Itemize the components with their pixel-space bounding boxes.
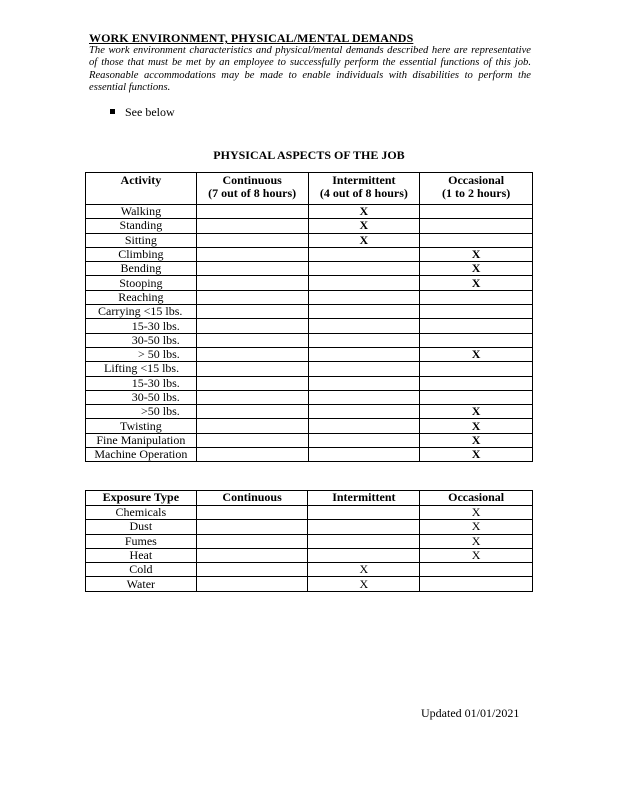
occasional-cell: X xyxy=(420,433,533,447)
continuous-cell xyxy=(196,319,308,333)
physical-row xyxy=(86,276,533,290)
activity-cell: >50 lbs. xyxy=(86,405,197,419)
exposure-row xyxy=(86,548,533,562)
activity-cell: Sitting xyxy=(86,233,197,247)
activity-cell: Stooping xyxy=(86,276,197,290)
bullet-item xyxy=(110,105,175,120)
physical-row xyxy=(86,347,533,361)
updated-date: Updated 01/01/2021 xyxy=(421,706,520,720)
occasional-cell xyxy=(420,362,533,376)
continuous-cell xyxy=(196,376,308,390)
continuous-cell xyxy=(196,390,308,404)
intermittent-cell xyxy=(308,262,420,276)
physical-row xyxy=(86,390,533,404)
intermittent-cell xyxy=(308,333,420,347)
intermittent-cell: X xyxy=(308,563,420,577)
continuous-cell xyxy=(196,362,308,376)
continuous-cell xyxy=(196,290,308,304)
header-exposure-type: Exposure Type xyxy=(86,491,197,506)
continuous-cell xyxy=(196,405,308,419)
continuous-cell xyxy=(196,534,308,548)
bullet-square-icon xyxy=(110,109,115,114)
occasional-cell xyxy=(420,577,533,591)
activity-cell: Walking xyxy=(86,205,197,219)
physical-row xyxy=(86,448,533,462)
exposure-type-cell: Dust xyxy=(86,520,197,534)
physical-row xyxy=(86,247,533,261)
activity-cell: 30-50 lbs. xyxy=(86,333,197,347)
occasional-cell: X xyxy=(420,276,533,290)
intermittent-cell xyxy=(308,290,420,304)
continuous-cell xyxy=(196,219,308,233)
physical-row xyxy=(86,205,533,219)
continuous-cell xyxy=(196,520,308,534)
activity-cell: 15-30 lbs. xyxy=(86,376,197,390)
activity-cell: 30-50 lbs. xyxy=(86,390,197,404)
continuous-cell xyxy=(196,262,308,276)
intermittent-cell xyxy=(308,247,420,261)
occasional-cell: X xyxy=(420,347,533,361)
continuous-cell xyxy=(196,233,308,247)
continuous-cell xyxy=(196,276,308,290)
activity-cell: Carrying <15 lbs. xyxy=(86,305,197,319)
intermittent-cell xyxy=(308,347,420,361)
occasional-cell: X xyxy=(420,247,533,261)
exposure-type-cell: Chemicals xyxy=(86,506,197,520)
physical-row xyxy=(86,319,533,333)
section-heading: WORK ENVIRONMENT, PHYSICAL/MENTAL DEMANDS xyxy=(89,31,414,45)
physical-row xyxy=(86,305,533,319)
activity-cell: Bending xyxy=(86,262,197,276)
occasional-cell xyxy=(420,390,533,404)
continuous-cell xyxy=(196,506,308,520)
header-continuous: Continuous (7 out of 8 hours) xyxy=(196,173,308,205)
physical-row xyxy=(86,333,533,347)
intermittent-cell xyxy=(308,433,420,447)
continuous-cell xyxy=(196,577,308,591)
physical-row xyxy=(86,233,533,247)
intermittent-cell: X xyxy=(308,219,420,233)
continuous-cell xyxy=(196,305,308,319)
occasional-cell: X xyxy=(420,448,533,462)
activity-cell: > 50 lbs. xyxy=(86,347,197,361)
intermittent-cell xyxy=(308,534,420,548)
continuous-cell xyxy=(196,563,308,577)
occasional-cell: X xyxy=(420,405,533,419)
physical-row xyxy=(86,419,533,433)
occasional-cell xyxy=(420,205,533,219)
intermittent-cell: X xyxy=(308,205,420,219)
occasional-cell: X xyxy=(420,262,533,276)
occasional-cell xyxy=(420,319,533,333)
occasional-cell xyxy=(420,290,533,304)
exposure-row xyxy=(86,577,533,591)
occasional-cell: X xyxy=(420,548,533,562)
header-activity: Activity xyxy=(86,173,197,205)
header-intermittent: Intermittent (4 out of 8 hours) xyxy=(308,173,420,205)
intermittent-cell xyxy=(308,390,420,404)
header-intermittent: Intermittent xyxy=(308,491,420,506)
occasional-cell: X xyxy=(420,419,533,433)
exposure-type-cell: Water xyxy=(86,577,197,591)
header-occasional: Occasional xyxy=(420,491,533,506)
intermittent-cell: X xyxy=(308,233,420,247)
intermittent-cell xyxy=(308,520,420,534)
activity-cell: Fine Manipulation xyxy=(86,433,197,447)
intermittent-cell xyxy=(308,419,420,433)
activity-cell: Reaching xyxy=(86,290,197,304)
occasional-cell: X xyxy=(420,520,533,534)
continuous-cell xyxy=(196,448,308,462)
continuous-cell xyxy=(196,347,308,361)
physical-row xyxy=(86,376,533,390)
exposure-row xyxy=(86,534,533,548)
exposure-row xyxy=(86,563,533,577)
occasional-cell: X xyxy=(420,534,533,548)
intermittent-cell: X xyxy=(308,577,420,591)
intermittent-cell xyxy=(308,376,420,390)
intermittent-cell xyxy=(308,405,420,419)
activity-cell: Twisting xyxy=(86,419,197,433)
intermittent-cell xyxy=(308,362,420,376)
physical-aspects-table xyxy=(85,172,533,462)
intermittent-cell xyxy=(308,276,420,290)
occasional-cell xyxy=(420,219,533,233)
physical-row xyxy=(86,433,533,447)
physical-table-title: PHYSICAL ASPECTS OF THE JOB xyxy=(213,148,405,162)
intro-paragraph: The work environment characteristics and physical/mental demands described here are representative of those that must be met by an employee to successfully perform the essential functions of this job. Reasonable accommodations may be made to enable individuals with disabilities to perform the essential functions. xyxy=(89,45,531,94)
activity-cell: 15-30 lbs. xyxy=(86,319,197,333)
exposure-row xyxy=(86,520,533,534)
continuous-cell xyxy=(196,247,308,261)
physical-row xyxy=(86,362,533,376)
physical-row xyxy=(86,262,533,276)
activity-cell: Standing xyxy=(86,219,197,233)
activity-cell: Lifting <15 lbs. xyxy=(86,362,197,376)
continuous-cell xyxy=(196,333,308,347)
continuous-cell xyxy=(196,548,308,562)
header-continuous: Continuous xyxy=(196,491,308,506)
occasional-cell: X xyxy=(420,506,533,520)
occasional-cell xyxy=(420,376,533,390)
continuous-cell xyxy=(196,433,308,447)
intermittent-cell xyxy=(308,506,420,520)
intermittent-cell xyxy=(308,548,420,562)
activity-cell: Climbing xyxy=(86,247,197,261)
exposure-header-row xyxy=(86,491,533,506)
activity-cell: Machine Operation xyxy=(86,448,197,462)
header-occasional: Occasional (1 to 2 hours) xyxy=(420,173,533,205)
occasional-cell xyxy=(420,233,533,247)
physical-row xyxy=(86,405,533,419)
physical-row xyxy=(86,219,533,233)
exposure-table xyxy=(85,490,533,592)
occasional-cell xyxy=(420,563,533,577)
intermittent-cell xyxy=(308,319,420,333)
exposure-type-cell: Cold xyxy=(86,563,197,577)
occasional-cell xyxy=(420,305,533,319)
intermittent-cell xyxy=(308,305,420,319)
exposure-type-cell: Fumes xyxy=(86,534,197,548)
occasional-cell xyxy=(420,333,533,347)
bullet-text: See below xyxy=(125,105,175,119)
exposure-type-cell: Heat xyxy=(86,548,197,562)
physical-header-row xyxy=(86,173,533,205)
physical-row xyxy=(86,290,533,304)
continuous-cell xyxy=(196,205,308,219)
intermittent-cell xyxy=(308,448,420,462)
exposure-row xyxy=(86,506,533,520)
continuous-cell xyxy=(196,419,308,433)
